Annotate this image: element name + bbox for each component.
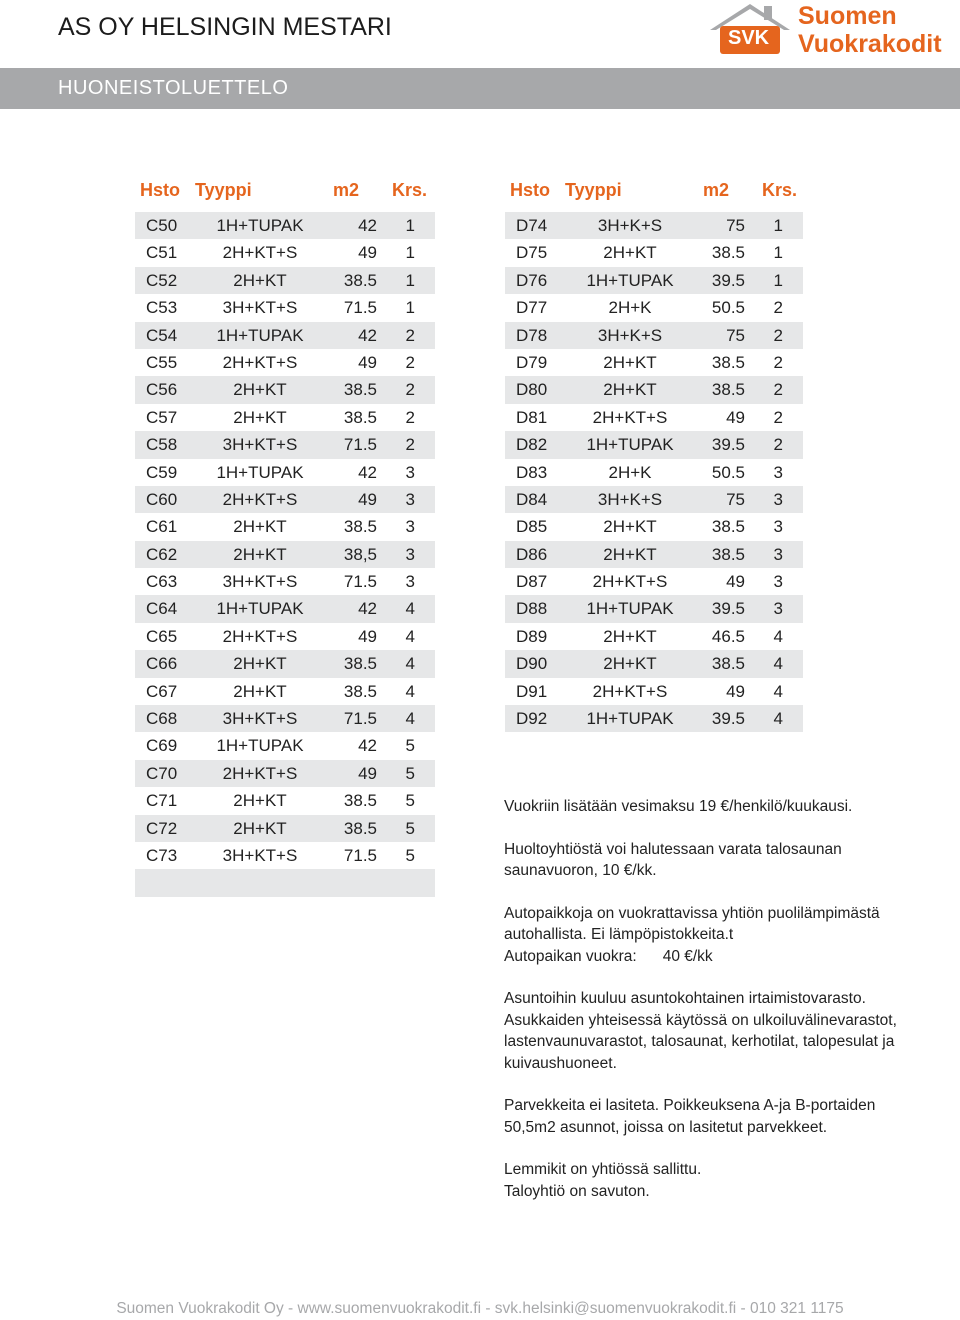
- table-header-left: [135, 180, 435, 202]
- cell-krs: 3: [773, 517, 783, 537]
- cell-krs: 4: [773, 681, 783, 701]
- cell-m2: 38.5: [711, 517, 745, 537]
- cell-krs: 4: [405, 709, 415, 729]
- cell-hsto: C54: [146, 325, 178, 345]
- cell-krs: 1: [405, 298, 415, 318]
- logo-word-suomen: Suomen: [798, 2, 897, 30]
- cell-type: 1H+TUPAK: [586, 270, 674, 290]
- cell-type: 2H+KT: [233, 544, 287, 564]
- cell-type: 2H+K: [608, 298, 652, 318]
- cell-m2: 38.5: [343, 791, 377, 811]
- cell-type: 2H+KT+S: [222, 489, 298, 509]
- cell-m2: 75: [726, 489, 745, 509]
- cell-type: 2H+KT+S: [222, 243, 298, 263]
- cell-hsto: D74: [516, 216, 548, 235]
- cell-krs: 3: [405, 489, 415, 509]
- table-row: [505, 486, 803, 513]
- cell-type: 2H+KT: [233, 791, 287, 811]
- cell-m2: 38.5: [711, 243, 745, 263]
- cell-m2: 42: [358, 216, 377, 235]
- cell-m2: 38.5: [711, 380, 745, 400]
- cell-krs: 4: [405, 654, 415, 674]
- table-row: [135, 842, 435, 869]
- cell-krs: 2: [773, 435, 783, 455]
- cell-krs: 4: [773, 709, 783, 729]
- cell-hsto: D84: [516, 489, 548, 509]
- cell-m2: 38.5: [711, 544, 745, 564]
- cell-krs: 1: [405, 243, 415, 263]
- cell-type: 1H+TUPAK: [586, 435, 674, 455]
- table-row: [505, 595, 803, 622]
- cell-type: 1H+TUPAK: [216, 462, 304, 482]
- cell-hsto: C70: [146, 763, 178, 783]
- cell-m2: 38.5: [343, 517, 377, 537]
- cell-type: 3H+KT+S: [222, 709, 298, 729]
- cell-hsto: D90: [516, 654, 548, 674]
- apartment-table-c: [135, 212, 435, 897]
- cell-type: 2H+KT+S: [222, 352, 298, 372]
- cell-hsto: C56: [146, 380, 178, 400]
- table-row: [505, 212, 803, 239]
- cell-type: 2H+KT+S: [592, 407, 668, 427]
- cell-m2: 49: [358, 489, 377, 509]
- cell-m2: 71.5: [343, 298, 377, 318]
- cell-m2: 42: [358, 325, 377, 345]
- cell-m2: 42: [358, 462, 377, 482]
- table-row: [505, 404, 803, 431]
- cell-m2: 39.5: [711, 270, 745, 290]
- cell-krs: 2: [773, 380, 783, 400]
- cell-krs: 1: [405, 216, 415, 235]
- cell-hsto: D79: [516, 352, 548, 372]
- table-row: [135, 513, 435, 540]
- cell-hsto: C53: [146, 298, 178, 318]
- cell-krs: 5: [405, 763, 415, 783]
- table-row: [505, 678, 803, 705]
- cell-m2: 38.5: [343, 681, 377, 701]
- table-row: [135, 787, 435, 814]
- cell-krs: 3: [773, 572, 783, 592]
- cell-krs: 3: [773, 599, 783, 619]
- header-krs: Krs.: [762, 180, 798, 200]
- table-row: [135, 294, 435, 321]
- cell-m2: 50.5: [711, 298, 745, 318]
- note-pets-smoking: [504, 1159, 924, 1202]
- table-row: [505, 267, 803, 294]
- cell-m2: 71.5: [343, 572, 377, 592]
- cell-krs: 2: [773, 325, 783, 345]
- cell-hsto: D76: [516, 270, 548, 290]
- cell-hsto: D78: [516, 325, 548, 345]
- cell-type: 1H+TUPAK: [216, 736, 304, 756]
- cell-krs: 4: [405, 681, 415, 701]
- table-row: [505, 459, 803, 486]
- cell-krs: 3: [405, 462, 415, 482]
- cell-hsto: C61: [146, 517, 178, 537]
- cell-hsto: C52: [146, 270, 178, 290]
- parking-fee-value: 40 €/kk: [662, 947, 713, 965]
- cell-type: 1H+TUPAK: [586, 709, 674, 729]
- cell-hsto: C65: [146, 626, 178, 646]
- cell-type: 2H+K: [608, 462, 652, 482]
- header-krs: Krs.: [392, 180, 428, 200]
- header-type: Tyyppi: [195, 180, 252, 200]
- table-row: [135, 239, 435, 266]
- cell-hsto: C71: [146, 791, 178, 811]
- cell-m2: 49: [726, 572, 745, 592]
- table-row: [505, 541, 803, 568]
- cell-hsto: C69: [146, 736, 178, 756]
- cell-krs: 5: [405, 736, 415, 756]
- cell-krs: 1: [773, 243, 783, 263]
- cell-krs: 5: [405, 845, 415, 865]
- cell-m2: 38,5: [343, 544, 377, 564]
- cell-krs: 4: [405, 626, 415, 646]
- note-storage: Asuntoihin kuuluu asuntokohtainen irtaimistovarasto. Asukkaiden yhteisessä käytössä on ulkoiluvälinevarastot, lastenvaunuvarastot, talosaunat, kerhotilat, talopesulat ja kuivaushuoneet.: [504, 990, 897, 1072]
- table-row: [135, 815, 435, 842]
- cell-type: 1H+TUPAK: [216, 325, 304, 345]
- cell-m2: 42: [358, 736, 377, 756]
- cell-krs: 3: [773, 489, 783, 509]
- cell-hsto: C50: [146, 216, 178, 235]
- cell-m2: 49: [726, 407, 745, 427]
- cell-hsto: D75: [516, 243, 548, 263]
- cell-m2: 38.5: [343, 270, 377, 290]
- table-row: [505, 349, 803, 376]
- cell-hsto: D86: [516, 544, 548, 564]
- cell-hsto: C58: [146, 435, 178, 455]
- table-row: [505, 431, 803, 458]
- cell-type: 2H+KT: [233, 380, 287, 400]
- table-row: [135, 404, 435, 431]
- cell-krs: 3: [405, 544, 415, 564]
- cell-hsto: D83: [516, 462, 548, 482]
- page-title: AS OY HELSINGIN MESTARI: [58, 13, 392, 41]
- cell-m2: 42: [358, 599, 377, 619]
- section-banner: [0, 68, 960, 109]
- cell-hsto: C51: [146, 243, 178, 263]
- cell-m2: 38.5: [711, 654, 745, 674]
- table-row: [135, 486, 435, 513]
- note-parking: [504, 903, 924, 968]
- cell-krs: 3: [405, 572, 415, 592]
- cell-m2: 49: [358, 763, 377, 783]
- logo-badge: SVK: [728, 27, 770, 49]
- cell-type: 2H+KT: [233, 270, 287, 290]
- table-row: [135, 732, 435, 759]
- table-row: [505, 623, 803, 650]
- cell-krs: 1: [405, 270, 415, 290]
- cell-type: 2H+KT: [603, 626, 657, 646]
- cell-krs: 2: [405, 407, 415, 427]
- note-water: Vuokriin lisätään vesimaksu 19 €/henkilö/kuukausi.: [504, 798, 853, 815]
- cell-type: 1H+TUPAK: [216, 599, 304, 619]
- table-row: [135, 623, 435, 650]
- cell-m2: 71.5: [343, 845, 377, 865]
- note-smoking: Taloyhtiö on savuton.: [504, 1182, 650, 1200]
- cell-krs: 4: [773, 654, 783, 674]
- cell-krs: 4: [773, 626, 783, 646]
- cell-type: 2H+KT+S: [222, 763, 298, 783]
- cell-hsto: C67: [146, 681, 178, 701]
- note-sauna: Huoltoyhtiöstä voi halutessaan varata talosaunan saunavuoron, 10 €/kk.: [504, 840, 842, 879]
- cell-hsto: C64: [146, 599, 178, 619]
- cell-m2: 49: [358, 243, 377, 263]
- cell-krs: 2: [773, 407, 783, 427]
- cell-m2: 38.5: [711, 352, 745, 372]
- table-row: [135, 869, 435, 896]
- cell-krs: 1: [773, 216, 783, 235]
- cell-type: 2H+KT: [603, 544, 657, 564]
- cell-type: 2H+KT: [233, 818, 287, 838]
- cell-hsto: C55: [146, 352, 178, 372]
- cell-hsto: C66: [146, 654, 178, 674]
- table-row: [505, 294, 803, 321]
- cell-m2: 49: [358, 626, 377, 646]
- cell-type: 2H+KT: [233, 681, 287, 701]
- svk-logo: [706, 0, 956, 62]
- cell-hsto: D88: [516, 599, 548, 619]
- footer-contact: Suomen Vuokrakodit Oy - www.suomenvuokrakodit.fi - svk.helsinki@suomenvuokrakodit.fi - 010 321 1175: [116, 1300, 844, 1317]
- cell-hsto: D92: [516, 709, 548, 729]
- header-m2: m2: [333, 180, 360, 200]
- table-row: [505, 376, 803, 403]
- cell-krs: 3: [773, 544, 783, 564]
- cell-type: 2H+KT+S: [222, 626, 298, 646]
- table-row: [135, 376, 435, 403]
- table-row: [135, 349, 435, 376]
- cell-hsto: D87: [516, 572, 548, 592]
- cell-hsto: D80: [516, 380, 548, 400]
- cell-type: 2H+KT+S: [592, 681, 668, 701]
- table-row: [135, 267, 435, 294]
- cell-type: 2H+KT+S: [592, 572, 668, 592]
- cell-m2: 75: [726, 325, 745, 345]
- cell-hsto: C72: [146, 818, 178, 838]
- cell-m2: 71.5: [343, 709, 377, 729]
- cell-krs: 2: [773, 298, 783, 318]
- cell-m2: 49: [726, 681, 745, 701]
- cell-type: 1H+TUPAK: [216, 216, 304, 235]
- cell-krs: 5: [405, 791, 415, 811]
- cell-m2: 49: [358, 352, 377, 372]
- cell-krs: 2: [405, 435, 415, 455]
- table-row: [505, 239, 803, 266]
- cell-m2: 38.5: [343, 818, 377, 838]
- table-row: [135, 650, 435, 677]
- cell-krs: 2: [405, 380, 415, 400]
- cell-hsto: D89: [516, 626, 548, 646]
- table-row: [135, 568, 435, 595]
- cell-hsto: D85: [516, 517, 548, 537]
- header-hsto: Hsto: [140, 180, 180, 200]
- table-row: [135, 459, 435, 486]
- table-row: [135, 705, 435, 732]
- cell-hsto: D91: [516, 681, 548, 701]
- cell-hsto: C68: [146, 709, 178, 729]
- cell-type: 2H+KT: [233, 407, 287, 427]
- table-row: [505, 568, 803, 595]
- cell-krs: 3: [773, 462, 783, 482]
- cell-hsto: C63: [146, 572, 178, 592]
- cell-m2: 50.5: [711, 462, 745, 482]
- table-row: [135, 595, 435, 622]
- cell-type: 2H+KT: [603, 517, 657, 537]
- cell-hsto: D81: [516, 407, 548, 427]
- cell-type: 3H+KT+S: [222, 435, 298, 455]
- cell-type: 2H+KT: [603, 352, 657, 372]
- table-row: [135, 212, 435, 239]
- header-type: Tyyppi: [565, 180, 622, 200]
- cell-type: 3H+KT+S: [222, 845, 298, 865]
- cell-type: 2H+KT: [603, 380, 657, 400]
- cell-hsto: C62: [146, 544, 178, 564]
- table-row: [135, 541, 435, 568]
- parking-fee-label: Autopaikan vuokra:: [504, 947, 637, 965]
- note-balcony: Parvekkeita ei lasiteta. Poikkeuksena A-ja B-portaiden 50,5m2 asunnot, joissa on lasitetut parvekkeet.: [504, 1097, 876, 1136]
- table-row: [135, 760, 435, 787]
- cell-m2: 39.5: [711, 709, 745, 729]
- table-header-right: [505, 180, 803, 202]
- cell-krs: 2: [773, 352, 783, 372]
- table-row: [135, 322, 435, 349]
- cell-hsto: D77: [516, 298, 548, 318]
- header-hsto: Hsto: [510, 180, 550, 200]
- cell-hsto: C57: [146, 407, 178, 427]
- table-row: [135, 678, 435, 705]
- cell-hsto: D82: [516, 435, 548, 455]
- cell-type: 3H+K+S: [597, 216, 663, 235]
- cell-m2: 38.5: [343, 380, 377, 400]
- apartment-table-d: [505, 212, 803, 732]
- cell-m2: 38.5: [343, 654, 377, 674]
- cell-m2: 39.5: [711, 599, 745, 619]
- note-parking-text: Autopaikkoja on vuokrattavissa yhtiön puolilämpimästä autohallista. Ei lämpöpistokkeita.t: [504, 904, 880, 943]
- cell-type: 2H+KT: [603, 243, 657, 263]
- table-row: [505, 650, 803, 677]
- cell-m2: 75: [726, 216, 745, 235]
- cell-m2: 39.5: [711, 435, 745, 455]
- cell-type: 2H+KT: [233, 517, 287, 537]
- notes-section: [504, 796, 924, 1202]
- table-row: [135, 431, 435, 458]
- cell-krs: 5: [405, 818, 415, 838]
- cell-type: 3H+K+S: [597, 489, 663, 509]
- table-row: [505, 322, 803, 349]
- cell-type: 2H+KT: [233, 654, 287, 674]
- cell-type: 2H+KT: [603, 654, 657, 674]
- cell-type: 3H+KT+S: [222, 298, 298, 318]
- cell-m2: 71.5: [343, 435, 377, 455]
- cell-krs: 2: [405, 352, 415, 372]
- cell-type: 3H+K+S: [597, 325, 663, 345]
- cell-type: 3H+KT+S: [222, 572, 298, 592]
- cell-m2: 46.5: [711, 626, 745, 646]
- cell-krs: 4: [405, 599, 415, 619]
- cell-m2: 38.5: [343, 407, 377, 427]
- cell-krs: 3: [405, 517, 415, 537]
- header-m2: m2: [703, 180, 730, 200]
- logo-word-vuokrakodit: Vuokrakodit: [798, 30, 942, 58]
- table-row: [505, 513, 803, 540]
- cell-hsto: C73: [146, 845, 178, 865]
- table-row: [505, 705, 803, 732]
- cell-hsto: C59: [146, 462, 178, 482]
- note-pets: Lemmikit on yhtiössä sallittu.: [504, 1161, 702, 1178]
- cell-hsto: C60: [146, 489, 178, 509]
- cell-krs: 1: [773, 270, 783, 290]
- cell-type: 1H+TUPAK: [586, 599, 674, 619]
- banner-title: HUONEISTOLUETTELO: [58, 77, 289, 99]
- cell-krs: 2: [405, 325, 415, 345]
